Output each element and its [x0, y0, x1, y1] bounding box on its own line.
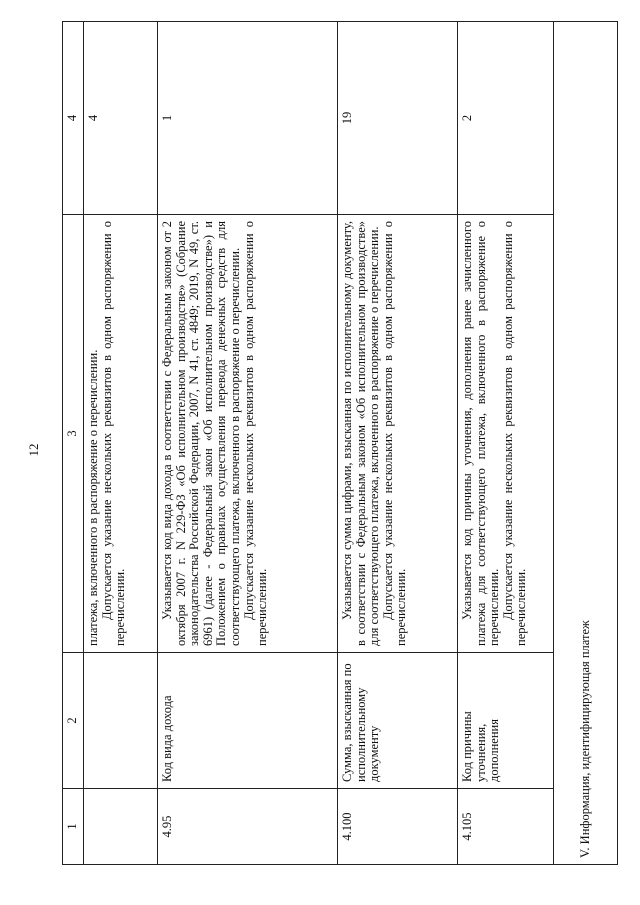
table-header-row	[63, 22, 84, 865]
description-paragraph: Указывается сумма цифрами, взысканная по исполнительному документу, в соответствии с Федеральным законом «Об исполнительном производстве» для соответствующего платежа, включенного в распоряжение о перечислении.	[340, 221, 382, 646]
header-col-3: 3	[63, 215, 84, 653]
table-row	[458, 22, 554, 865]
description-paragraph: Допускается указание нескольких реквизитов в одном распоряжении о перечислении.	[99, 221, 128, 646]
requisites-table	[62, 21, 618, 865]
row-number: 4.105	[458, 789, 554, 865]
table-row	[338, 22, 458, 865]
header-col-4: 4	[63, 22, 84, 215]
row-description	[84, 215, 158, 653]
description-paragraph: Указывается код вида дохода в соответствии с Федеральным законом от 2 октября 2007 г. N 229-ФЗ «Об исполнительном производстве» (Собрание законодательства Российской Федерации, 2007, N 41, ст. 4849; 2019, N 49, ст. 6961) (далее - Федеральный закон «Об исполнительном производстве») и Положением о правилах осуществления перевода денежных средств для соответствующего платежа, включенного в распоряжение о перечислении.	[160, 221, 242, 646]
description-paragraph: Допускается указание нескольких реквизитов в одном распоряжении о перечислении.	[500, 221, 529, 646]
header-col-2: 2	[63, 653, 84, 789]
row-value: 19	[338, 22, 458, 215]
row-description	[158, 215, 338, 653]
row-value: 4	[84, 22, 158, 215]
table-row	[84, 22, 158, 865]
row-name	[84, 653, 158, 789]
row-name: Код причины уточнения, дополнения	[458, 653, 554, 789]
row-name: Код вида дохода	[158, 653, 338, 789]
description-paragraph: Допускается указание нескольких реквизитов в одном распоряжении о перечислении.	[241, 221, 270, 646]
row-number: 4.100	[338, 789, 458, 865]
description-paragraph: платежа, включенного в распоряжение о перечислении.	[86, 349, 100, 646]
table-row	[158, 22, 338, 865]
row-name: Сумма, взысканная по исполнительному документу	[338, 653, 458, 789]
row-description	[458, 215, 554, 653]
row-description	[338, 215, 458, 653]
row-value: 1	[158, 22, 338, 215]
description-paragraph: Указывается код причины уточнения, дополнения ранее зачисленного платежа для соответствующего платежа, включенного в распоряжение о перечислении.	[460, 221, 502, 646]
page-number: 12	[26, 443, 41, 457]
section-title: V. Информация, идентифицирующая платеж	[554, 22, 618, 865]
row-number	[84, 789, 158, 865]
row-value: 2	[458, 22, 554, 215]
header-col-1: 1	[63, 789, 84, 865]
description-paragraph: Допускается указание нескольких реквизитов в одном распоряжении о перечислении.	[380, 221, 409, 646]
row-number: 4.95	[158, 789, 338, 865]
section-row	[554, 22, 618, 865]
